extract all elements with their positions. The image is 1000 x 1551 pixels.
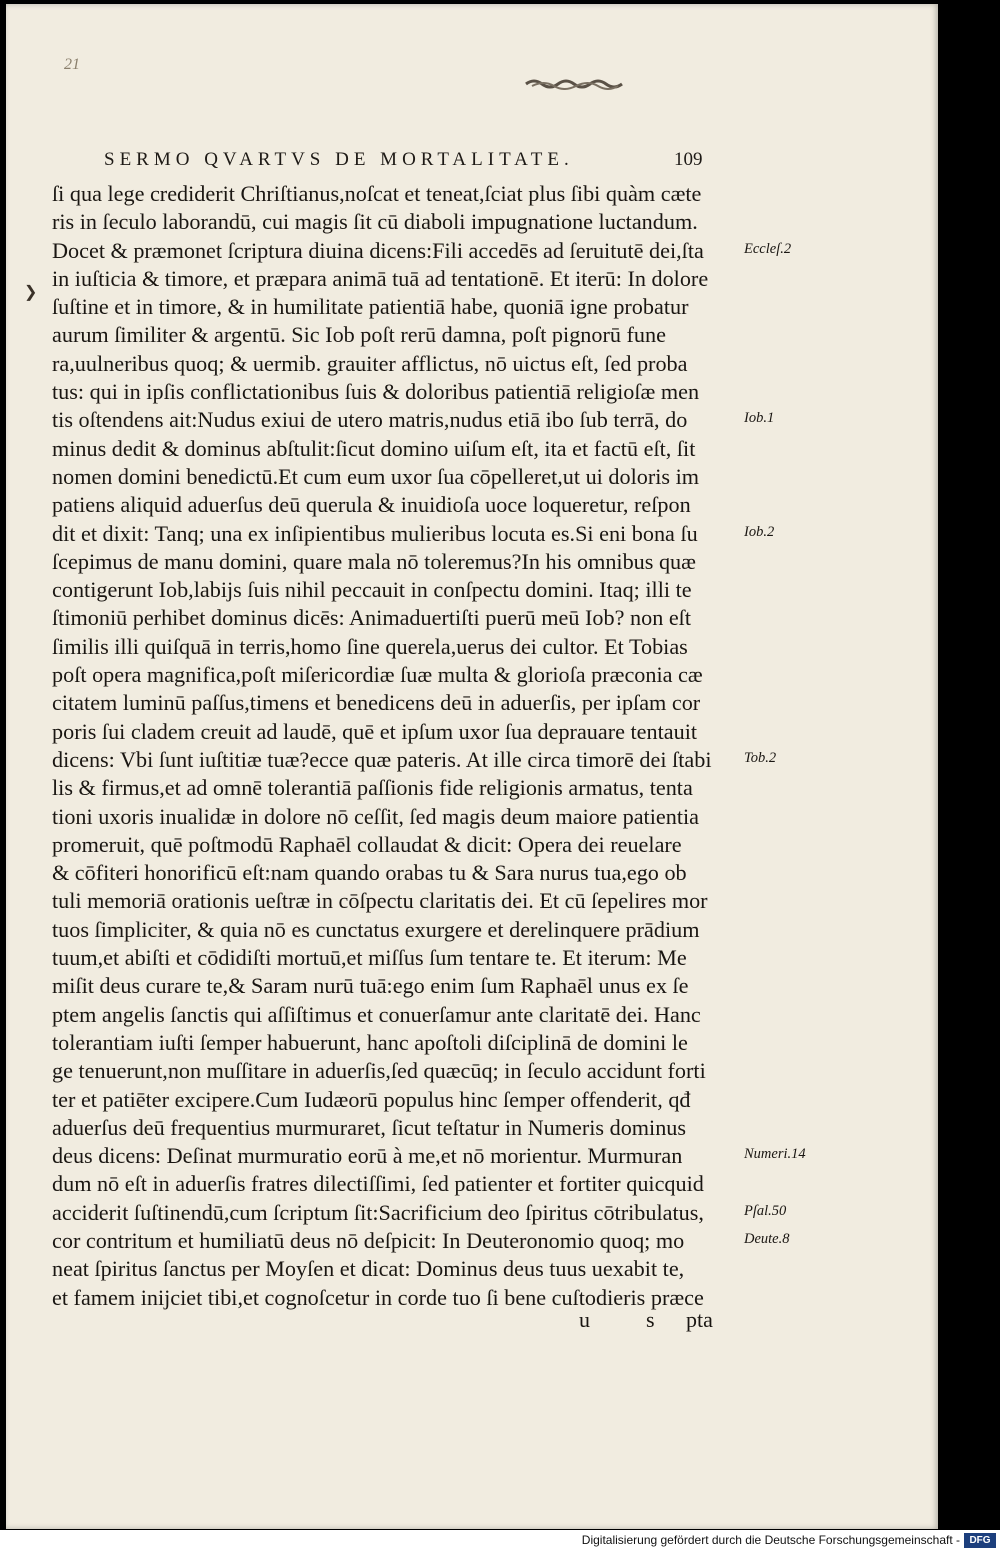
ornament xyxy=(524,76,624,90)
margin-note: Deute.8 xyxy=(744,1231,790,1248)
text-line: dum nō eſt in aduerſis fratres dilectiſſimi, ſed patienter et fortiter quicquid xyxy=(52,1171,704,1197)
text-line: dit et dixit: Tanq; una ex inſipientibus mulieribus locuta es.Si eni bona ſu xyxy=(52,520,698,546)
funding-credit: Digitalisierung gefördert durch die Deutsche Forschungsgemeinschaft - xyxy=(581,1533,960,1547)
footer-bar xyxy=(0,1530,1000,1551)
text-line: citatem luminū paſſus,timens et benedicens deū in aduerſis, per ipſam cor xyxy=(52,690,701,716)
text-line: in iuſticia & timore, et præpara animā tuā ad tentationē. Et iterū: In dolore xyxy=(52,265,709,291)
text-line: tis oſtendens ait:Nudus exiui de utero matris,nudus etiā ibo ſub terrā, do xyxy=(52,407,688,433)
text-line: nomen domini benedictū.Et cum eum uxor ſua cōpelleret,ut ui doloris im xyxy=(52,463,699,489)
text-line: tioni uxoris inualidæ in dolore nō ceſſit, ſed magis deum maiore patientia xyxy=(52,803,700,829)
text-line: ſimilis illi quiſquā in terris,homo ſine querela,uerus dei cultor. Et Tobias xyxy=(52,633,688,659)
text-line: ſuſtine et in timore, & in humilitate patientiā habe, quoniā igne probatur xyxy=(52,294,689,320)
text-line: poſt opera magnifica,poſt miſericordiæ ſuæ multa & glorioſa præconia cæ xyxy=(52,662,703,688)
text-line: tuos ſimpliciter, & quia nō es cunctatus exurgere et derelinquere prādium xyxy=(52,916,700,942)
text-line: lis & firmus,et ad omnē tolerantiā paſſionis fide religionis armatus, tenta xyxy=(52,775,693,801)
catchword: s xyxy=(646,1307,655,1332)
margin-note: Iob.1 xyxy=(744,410,775,427)
text-line: patiens aliquid aduerſus deū querula & inuidioſa uoce loqueretur, reſpon xyxy=(52,492,691,518)
text-line: cor contritum et humiliatū deus nō deſpicit: In Deuteronomio quoq; mo xyxy=(52,1227,685,1253)
running-head: SERMO QVARTVS DE MORTALITATE. xyxy=(104,149,574,170)
body-text xyxy=(52,180,742,1312)
text-line: ptem angelis ſanctis qui aſſiſtimus et conuerſamur ante claritatē dei. Hanc xyxy=(52,1001,701,1027)
text-line: tus: qui in ipſis conflictationibus ſuis & doloribus patientiā religioſæ men xyxy=(52,379,700,405)
margin-note: Numeri.14 xyxy=(744,1146,806,1163)
catchword: pta xyxy=(686,1307,713,1332)
margin-note: Eccleſ.2 xyxy=(744,240,792,257)
text-line: acciderit ſuſtinendū,cum ſcriptum ſit:Sacrificium deo ſpiritus cōtribulatus, xyxy=(52,1199,704,1225)
margin-mark: ❯ xyxy=(24,284,38,301)
text-line: deus dicens: Deſinat murmuratio eorū à me,et nō morientur. Murmuran xyxy=(52,1143,683,1169)
text-line: et famem inijciet tibi,et cognoſcetur in corde tuo ſi bene cuſtodieris præce xyxy=(52,1284,704,1310)
margin-note: Tob.2 xyxy=(744,750,777,766)
catchword: u xyxy=(579,1307,590,1332)
text-line: ris in ſeculo laborandū, cui magis ſit cū diaboli impugnatione luctandum. xyxy=(52,209,698,235)
text-line: ſcepimus de manu domini, quare mala nō toleremus?In his omnibus quæ xyxy=(52,548,696,574)
text-line: dicens: Vbi ſunt iuſtitiæ tuæ?ecce quæ pateris. At ille circa timorē dei ſtabi xyxy=(52,746,712,772)
text-line: ſi qua lege crediderit Chriſtianus,noſcat et teneat,ſciat plus ſibi quàm cæte xyxy=(52,181,702,206)
text-line: miſit deus curare te,& Saram nurū tuā:ego enim ſum Raphaēl unus ex ſe xyxy=(52,973,689,999)
margin-note: Iob.2 xyxy=(744,523,775,540)
corner-mark: 21 xyxy=(64,56,80,73)
text-line: contigerunt Iob,labijs ſuis nihil peccauit in conſpectu domini. Itaq; illi te xyxy=(52,577,692,603)
dfg-logo: DFG xyxy=(964,1533,996,1548)
text-line: neat ſpiritus ſanctus per Moyſen et dicat: Dominus deus tuus uexabit te, xyxy=(52,1256,685,1282)
text-line: ſtimoniū perhibet dominus dicēs: Animaduertiſti puerū meū Iob? non eſt xyxy=(52,605,692,631)
text-line: aurum ſimiliter & argentū. Sic Iob poſt rerū damna, poſt pignorū fune xyxy=(52,322,666,348)
text-line: tuli memoriā orationis ueſtræ in cōſpectu claritatis dei. Et cū ſepelires mor xyxy=(52,888,708,914)
text-line: tuum,et abiſti et cōdidiſti mortuū,et miſſus ſum tentare te. Et iterum: Me xyxy=(52,945,687,971)
text-line: ge tenuerunt,non muſſitare in aduerſis,ſed quæcūq; in ſeculo accidunt forti xyxy=(52,1058,706,1084)
text-line: ter et patiēter excipere.Cum Iudæorū populus hinc ſemper offenderit, qđ xyxy=(52,1086,691,1112)
text-line: & cōfiteri honorificū eſt:nam quando orabas tu & Sara nurus tua,ego ob xyxy=(52,860,687,886)
text-line: poris ſui cladem creuit ad laudē, quē et ipſum uxor ſua deprauare tentauit xyxy=(52,718,698,744)
text-line: Docet & præmonet ſcriptura diuina dicens:Fili accedēs ad ſeruitutē dei,ſta xyxy=(52,237,704,263)
text-line: promeruit, quē poſtmodū Raphaēl collaudat & dicit: Opera dei reuelare xyxy=(52,831,682,857)
text-line: minus dedit & dominus abſtulit:ſicut domino uiſum eſt, ita et factū eſt, ſit xyxy=(52,435,696,461)
margin-note: Pſal.50 xyxy=(744,1202,787,1219)
text-line: tolerantiam iuſti ſemper habuerunt, hanc apoſtoli diſciplinā de domini le xyxy=(52,1029,688,1055)
book-page xyxy=(6,4,938,1529)
text-line: ra,uulneribus quoq; & uermib. grauiter afflictus, nō uictus eſt, ſed proba xyxy=(52,350,688,376)
text-line: aduerſus deū frequentius murmuraret, ſicut teſtatur in Numeris dominus xyxy=(52,1114,687,1140)
page-number: 109 xyxy=(674,149,703,170)
